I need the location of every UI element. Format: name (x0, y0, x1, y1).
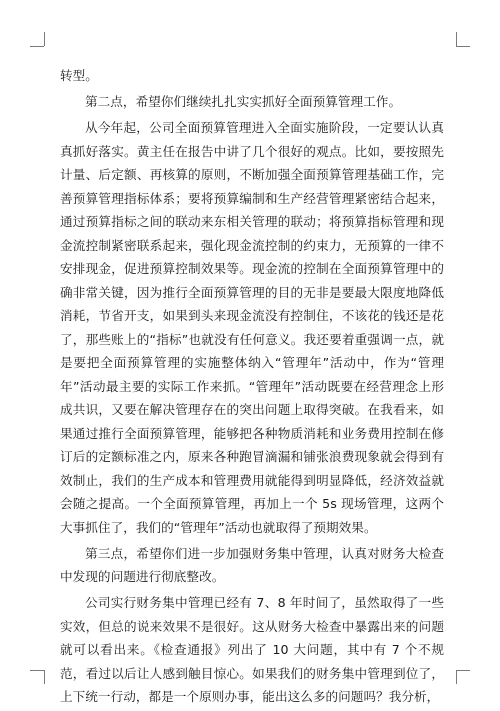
paragraph-3: 从今年起，公司全面预算管理进入全面实施阶段，一定要认认真真抓好落实。黄主任在报告中讲了几个很好的观点。比如，要按照先计量、后定额、再核算的原则，不断加强全面预算管理基础工作，完善预算管理指标体系；要将预算编制和生产经营管理紧密结合起来，通过预算指标之间的联动来东相关管理的联动；将预算指标管理和现金流控制紧密联系起来，强化现金流控制的约束力，无预算的一律不安排现金，促进预算控制效果等。现金流的控制在全面预算管理中的确非常关键，因为推行全面预算管理的目的无非是要最大限度地降低消耗，节省开支，如果到头来现金流没有控制住，不该花的钱还是花了，那些账上的“指标”也就没有任何意义。我还要着重强调一点，就是要把全面预算管理的实施整体纳入“管理年”活动中，作为“管理年”活动最主要的实际工作来抓。“管理年”活动既要在经营理念上形成共识，又要在解决管理存在的突出问题上取得突破。在我看来，如果通过推行全面预算管理，能够把各种物质消耗和业务费用控制在修订后的定额标准之内，原来各种跑冒滴漏和铺张浪费现象就会得到有效制止，我们的生产成本和管理费用就能得到明显降低，经济效益就会随之提高。一个全面预算管理，再加上一个 5s 现场管理，这两个大事抓住了，我们的“管理年”活动也就取得了预期效果。 (60, 120, 444, 535)
crop-mark-bottom-left-v (44, 670, 45, 684)
crop-mark-bottom-left-h (30, 670, 44, 671)
crop-mark-top-left-h (30, 46, 44, 47)
paragraph-2: 第二点，希望你们继续扎扎实实抓好全面预算管理工作。 (85, 94, 402, 109)
paragraph-4: 第三点，希望你们进一步加强财务集中管理，认真对财务大检查中发现的问题进行彻底整改。 (60, 545, 444, 584)
crop-mark-bottom-right-v (456, 670, 457, 684)
document-body (60, 64, 444, 711)
paragraph-5: 公司实行财务集中管理已经有 7、8 年时间了，虽然取得了一些实效，但总的说来效果不是很好。这从财务大检查中暴露出来的问题就可以看出来。《检查通报》列出了 10 大问题，其中有 7 个不规范，看过以后让人感到触目惊心。如果我们的财务集中管理到位了，上下统一行动，都是一个原则办事，能出这么多的问题吗？我分析， (60, 595, 444, 704)
crop-mark-top-right-v (456, 32, 457, 46)
crop-mark-bottom-right-h (456, 670, 470, 671)
paragraph-1: 转型。 (60, 68, 98, 83)
crop-mark-top-left-v (44, 32, 45, 46)
crop-mark-top-right-h (456, 46, 470, 47)
